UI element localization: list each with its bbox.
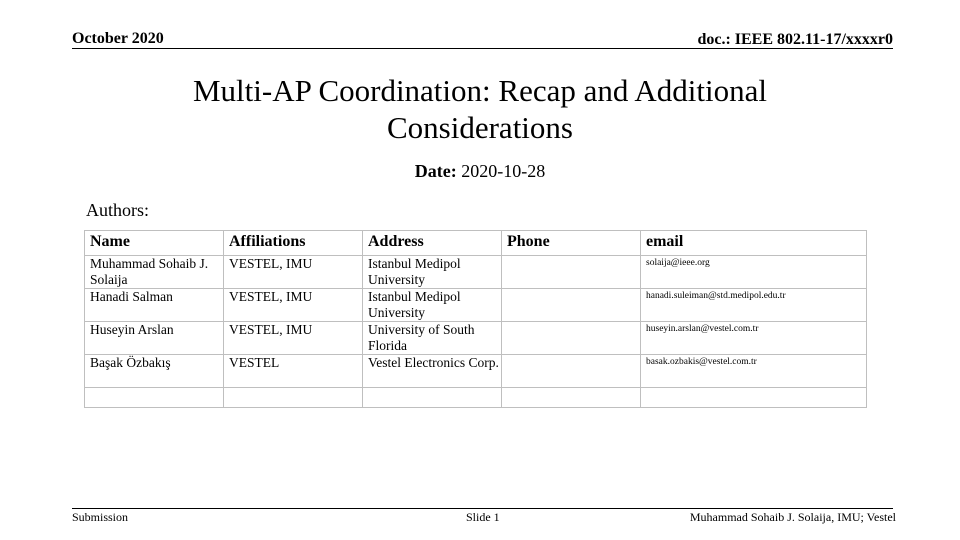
author-email: hanadi.suleiman@std.medipol.edu.tr (641, 289, 867, 322)
date-label: Date: (414, 161, 457, 181)
author-name: Huseyin Arslan (85, 322, 224, 355)
author-name: Hanadi Salman (85, 289, 224, 322)
empty-cell (85, 388, 224, 408)
table-header-row (85, 231, 867, 256)
author-email: solaija@ieee.org (641, 256, 867, 289)
table-row-empty (85, 388, 867, 408)
table-row (85, 322, 867, 355)
slide-title-line-2: Considerations (387, 110, 573, 145)
author-address: Istanbul Medipol University (363, 256, 502, 289)
author-email: basak.ozbakis@vestel.com.tr (641, 355, 867, 388)
empty-cell (502, 388, 641, 408)
author-name: Başak Özbakış (85, 355, 224, 388)
empty-cell (224, 388, 363, 408)
column-header-email: email (641, 231, 867, 256)
author-phone (502, 355, 641, 388)
empty-cell (363, 388, 502, 408)
authors-label: Authors: (86, 200, 149, 220)
author-phone (502, 256, 641, 289)
author-phone (502, 322, 641, 355)
footer-author: Muhammad Sohaib J. Solaija, IMU; Vestel (689, 510, 896, 524)
footer-slide-number: Slide 1 (466, 510, 500, 524)
footer-submission: Submission (72, 510, 129, 524)
column-header-affiliations: Affiliations (224, 231, 363, 256)
table-row (85, 355, 867, 388)
column-header-phone: Phone (502, 231, 641, 256)
column-header-address: Address (363, 231, 502, 256)
author-affiliation: VESTEL (224, 355, 363, 388)
author-affiliation: VESTEL, IMU (224, 289, 363, 322)
author-phone (502, 289, 641, 322)
slide-date (0, 161, 960, 182)
header-date: October 2020 (72, 30, 164, 47)
footer-divider (72, 508, 893, 509)
header-divider (72, 48, 893, 49)
author-address: University of South Florida (363, 322, 502, 355)
author-affiliation: VESTEL, IMU (224, 322, 363, 355)
author-email: huseyin.arslan@vestel.com.tr (641, 322, 867, 355)
slide-title (100, 72, 860, 146)
author-address: Istanbul Medipol University (363, 289, 502, 322)
column-header-name: Name (85, 231, 224, 256)
author-address: Vestel Electronics Corp. (363, 355, 502, 388)
table-row (85, 289, 867, 322)
date-value: 2020-10-28 (461, 161, 546, 181)
header-doc-id: doc.: IEEE 802.11-17/xxxxr0 (697, 31, 893, 48)
slide-title-line-1: Multi-AP Coordination: Recap and Additional (192, 73, 767, 108)
authors-table (84, 230, 867, 408)
table-row (85, 256, 867, 289)
empty-cell (641, 388, 867, 408)
author-affiliation: VESTEL, IMU (224, 256, 363, 289)
author-name: Muhammad Sohaib J. Solaija (85, 256, 224, 289)
